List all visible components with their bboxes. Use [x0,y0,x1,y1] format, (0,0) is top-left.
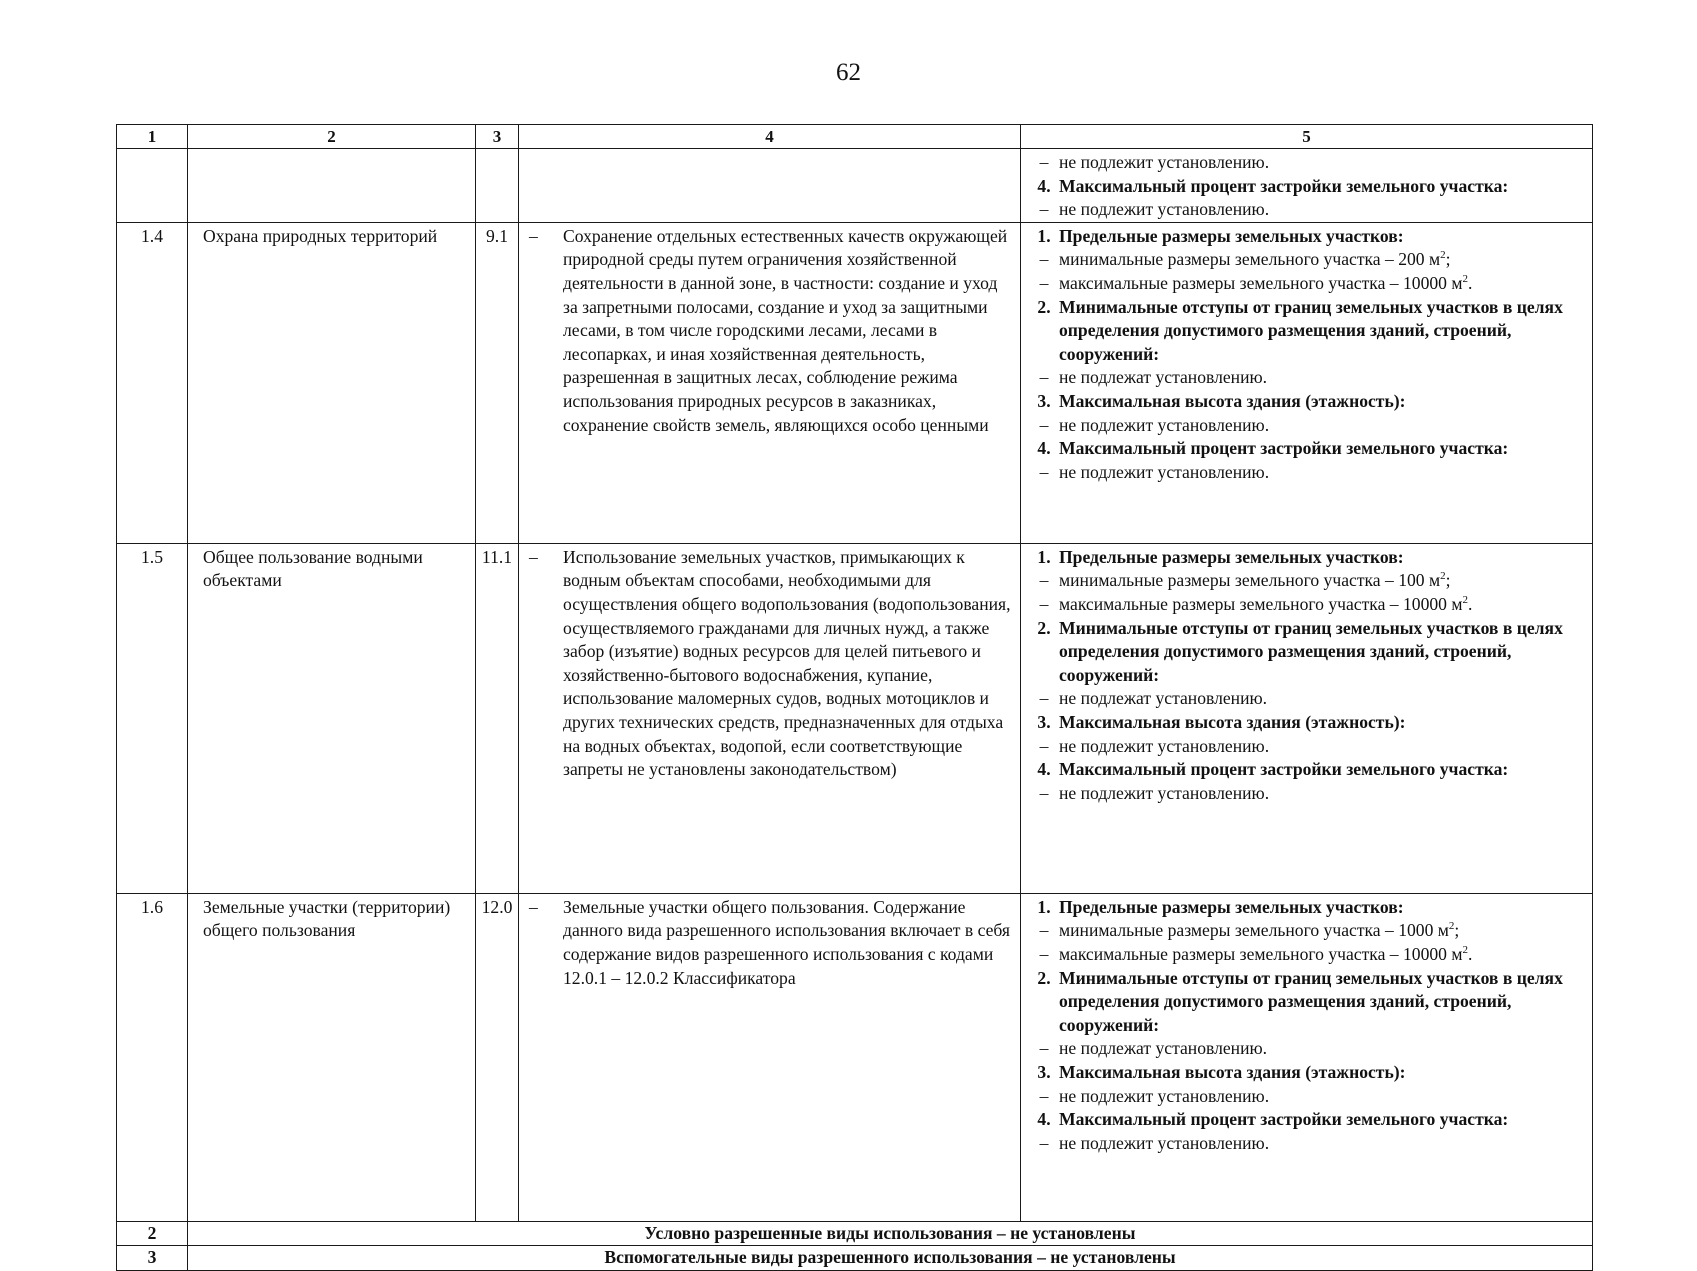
param-marker: 1. [1037,546,1051,567]
param-line [1029,758,1588,782]
param-text: Максимальная высота здания (этажность): [1059,1061,1406,1082]
param-marker: – [1039,782,1049,803]
param-text: Предельные размеры земельных участков: [1059,896,1404,917]
param-marker: – [1039,943,1049,964]
param-marker: 3. [1037,390,1051,411]
param-marker: 2. [1037,967,1051,988]
param-line [1029,1061,1588,1085]
header-col-4: 4 [519,125,1021,149]
row-number: 1.4 [117,222,188,543]
param-marker: – [1039,367,1049,388]
table-row [117,893,1593,1221]
param-line [1029,735,1588,759]
param-line [1029,687,1588,711]
param-text: Минимальные отступы от границ земельных участков в целях определения допустимого размещения зданий, строений, сооружений: [1059,967,1563,1035]
param-line: 4. Максимальный процент застройки земельного участка: [1037,175,1509,196]
param-line [1029,782,1588,806]
param-line [1029,1108,1588,1132]
param-text: не подлежит установлению. [1059,735,1270,756]
param-line [1029,296,1588,367]
param-marker: – [1039,688,1049,709]
param-text: Минимальные отступы от границ земельных участков в целях определения допустимого размещения зданий, строений, сооружений: [1059,617,1563,685]
header-col-5: 5 [1021,125,1593,149]
param-marker: – [1039,414,1049,435]
param-text: не подлежит установлению. [1059,1132,1270,1153]
description-text: Сохранение отдельных естественных качеств окружающей природной среды путем ограничения хозяйственной деятельности в данной зоне, в частности: создание и уход за запретными полосами, создание и уход за защитными лесами, в том числе городскими лесами, лесами в лесопарках, и иная хозяйственная деятельность, разрешенная в защитных лесах, соблюдение режима использования природных ресурсов в заказниках, сохранение свойств земель, являющихся особо ценными [563,225,1008,435]
param-marker: 3. [1037,1061,1051,1082]
continuation-row [117,149,1593,223]
land-use-table [116,124,1593,1271]
param-text: не подлежат установлению. [1059,367,1268,388]
footer-row-conditional [117,1221,1593,1246]
param-marker: – [1039,1038,1049,1059]
use-description [519,543,1021,893]
param-line [1029,1132,1588,1156]
param-line [1029,272,1588,296]
param-marker: 3. [1037,711,1051,732]
param-text: не подлежит установлению. [1059,1085,1270,1106]
param-line [1029,967,1588,1038]
use-code: 12.0 [476,893,519,1221]
use-parameters [1021,543,1593,893]
use-parameters [1021,222,1593,543]
param-text: минимальные размеры земельного участка – 1000 $м^2$; [1059,920,1460,941]
param-marker: 1. [1037,896,1051,917]
param-line [1029,414,1588,438]
param-marker: – [1039,1085,1049,1106]
footer-row-text: Вспомогательные виды разрешенного использования – не установлены [188,1246,1593,1271]
param-line [1029,1037,1588,1061]
param-text: максимальные размеры земельного участка – 10000 $м^2$. [1059,593,1473,614]
param-text: Максимальный процент застройки земельного участка: [1059,438,1509,459]
param-text: не подлежат установлению. [1059,688,1268,709]
use-code: 9.1 [476,222,519,543]
param-text: Максимальный процент застройки земельного участка: [1059,759,1509,780]
use-parameters [1021,893,1593,1221]
param-marker: – [1039,249,1049,270]
param-line [1029,437,1588,461]
table-row [117,222,1593,543]
param-text: не подлежит установлению. [1059,414,1270,435]
param-line [1029,711,1588,735]
use-name: Земельные участки (территории) общего пользования [188,893,476,1221]
header-col-3: 3 [476,125,519,149]
param-line [1029,225,1588,249]
use-description [519,893,1021,1221]
use-description [519,222,1021,543]
param-marker: – [1039,593,1049,614]
param-text: минимальные размеры земельного участка – 200 $м^2$; [1059,249,1451,270]
page-number: 62 [836,59,861,86]
continuation-params [1021,149,1593,223]
footer-row-number: 3 [117,1246,188,1271]
param-line [1029,461,1588,485]
description-text: Использование земельных участков, примыкающих к водным объектам способами, необходимыми для осуществления общего водопользования (водопользования, осуществляемого гражданами для личных нужд, а также забор (изъятие) водных ресурсов для целей питьевого и хозяйственно-бытового водоснабжения, купание, использование маломерных судов, водных мотоциклов и других технических средств, предназначенных для отдыха на водных объектах, водопой, если соответствующие запреты не установлены законодательством) [563,546,1011,780]
param-line [1029,390,1588,414]
param-text: минимальные размеры земельного участка – 100 $м^2$; [1059,570,1451,591]
footer-row-text: Условно разрешенные виды использования – не установлены [188,1221,1593,1246]
param-marker: 4. [1037,438,1051,459]
table-header-row [117,125,1593,149]
param-line [1029,569,1588,593]
description-dash: – [529,225,538,246]
param-marker: – [1039,920,1049,941]
param-marker: – [1039,735,1049,756]
param-marker: – [1039,272,1049,293]
row-number: 1.6 [117,893,188,1221]
param-line [1029,593,1588,617]
param-line: – не подлежит установлению. [1039,199,1270,220]
param-text: Минимальные отступы от границ земельных участков в целях определения допустимого размещения зданий, строений, сооружений: [1059,296,1563,364]
param-marker: – [1039,570,1049,591]
param-line [1029,617,1588,688]
param-line [1029,1085,1588,1109]
param-line [1029,943,1588,967]
param-line [1029,546,1588,570]
header-col-2: 2 [188,125,476,149]
param-line [1029,248,1588,272]
param-text: не подлежит установлению. [1059,782,1270,803]
param-marker: 4. [1037,1109,1051,1130]
use-name: Общее пользование водными объектами [188,543,476,893]
param-text: не подлежат установлению. [1059,1038,1268,1059]
param-text: Максимальный процент застройки земельного участка: [1059,1109,1509,1130]
param-text: Максимальная высота здания (этажность): [1059,390,1406,411]
param-text: Максимальная высота здания (этажность): [1059,711,1406,732]
use-code: 11.1 [476,543,519,893]
param-marker: 4. [1037,759,1051,780]
param-line [1029,919,1588,943]
param-marker: 2. [1037,617,1051,638]
description-dash: – [529,896,538,917]
row-number: 1.5 [117,543,188,893]
footer-row-auxiliary [117,1246,1593,1271]
param-text: Предельные размеры земельных участков: [1059,225,1404,246]
param-text: максимальные размеры земельного участка – 10000 $м^2$. [1059,272,1473,293]
footer-row-number: 2 [117,1221,188,1246]
header-col-1: 1 [117,125,188,149]
description-text: Земельные участки общего пользования. Содержание данного вида разрешенного использования включает в себя содержание видов разрешенного использования с кодами 12.0.1 – 12.0.2 Классификатора [563,896,1011,988]
param-marker: 2. [1037,296,1051,317]
param-marker: – [1039,1132,1049,1153]
param-text: не подлежит установлению. [1059,461,1270,482]
param-marker: – [1039,461,1049,482]
param-text: Предельные размеры земельных участков: [1059,546,1404,567]
param-line [1029,896,1588,920]
table-row [117,543,1593,893]
param-marker: 1. [1037,225,1051,246]
param-line: – не подлежит установлению. [1039,152,1270,172]
param-text: максимальные размеры земельного участка – 10000 $м^2$. [1059,943,1473,964]
description-dash: – [529,546,538,567]
param-line [1029,366,1588,390]
use-name: Охрана природных территорий [188,222,476,543]
